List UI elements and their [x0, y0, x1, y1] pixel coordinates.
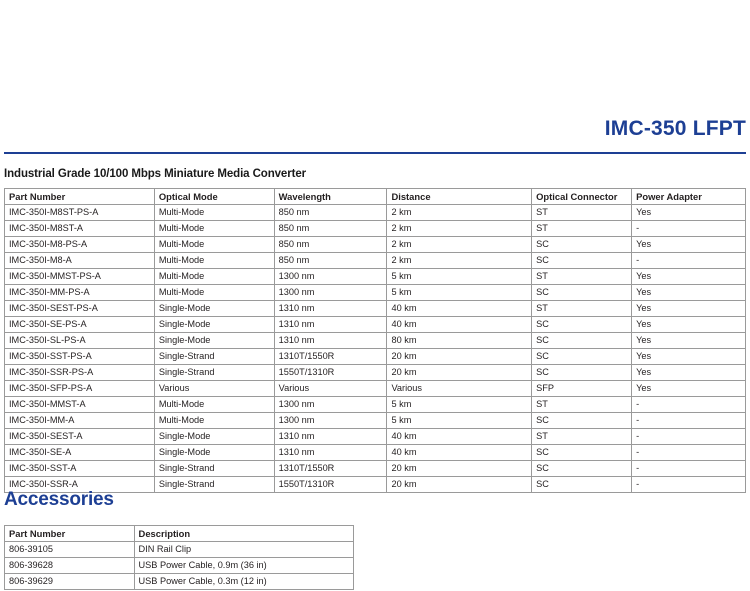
- table-header-row: [5, 189, 746, 205]
- cell-wavelength: 1310 nm: [274, 301, 387, 317]
- cell-power-adapter: Yes: [632, 333, 746, 349]
- cell-optical-connector: SC: [532, 413, 632, 429]
- cell-distance: 20 km: [387, 461, 532, 477]
- cell-wavelength: 1310T/1550R: [274, 349, 387, 365]
- cell-distance: 5 km: [387, 397, 532, 413]
- column-header: Description: [134, 526, 353, 542]
- cell-description: USB Power Cable, 0.9m (36 in): [134, 558, 353, 574]
- cell-optical-connector: SC: [532, 461, 632, 477]
- accessories-heading: Accessories: [4, 489, 114, 510]
- cell-optical-mode: Multi-Mode: [154, 221, 274, 237]
- cell-part-number: IMC-350I-SSR-A: [5, 477, 155, 493]
- cell-power-adapter: Yes: [632, 349, 746, 365]
- spec-section-heading: Industrial Grade 10/100 Mbps Miniature Media Converter: [4, 168, 306, 180]
- cell-part-number: IMC-350I-MMST-PS-A: [5, 269, 155, 285]
- table-row: [5, 317, 746, 333]
- table-row: [5, 413, 746, 429]
- cell-optical-mode: Single-Mode: [154, 429, 274, 445]
- cell-part-number: 806-39629: [5, 574, 135, 590]
- cell-power-adapter: Yes: [632, 365, 746, 381]
- cell-power-adapter: Yes: [632, 317, 746, 333]
- cell-part-number: IMC-350I-SE-A: [5, 445, 155, 461]
- column-header: Part Number: [5, 526, 135, 542]
- table-row: [5, 429, 746, 445]
- cell-optical-connector: ST: [532, 269, 632, 285]
- page-title: IMC-350 LFPT: [604, 117, 746, 140]
- cell-part-number: IMC-350I-SEST-PS-A: [5, 301, 155, 317]
- cell-part-number: 806-39628: [5, 558, 135, 574]
- cell-optical-connector: ST: [532, 301, 632, 317]
- cell-optical-mode: Multi-Mode: [154, 413, 274, 429]
- cell-optical-mode: Single-Mode: [154, 301, 274, 317]
- table-row: [5, 269, 746, 285]
- cell-wavelength: 1550T/1310R: [274, 477, 387, 493]
- cell-distance: 80 km: [387, 333, 532, 349]
- table-row: [5, 477, 746, 493]
- cell-wavelength: 850 nm: [274, 205, 387, 221]
- cell-wavelength: 1310 nm: [274, 445, 387, 461]
- table-row: [5, 253, 746, 269]
- column-header: Power Adapter: [632, 189, 746, 205]
- cell-power-adapter: -: [632, 221, 746, 237]
- cell-distance: 2 km: [387, 237, 532, 253]
- cell-optical-connector: SC: [532, 445, 632, 461]
- column-header: Wavelength: [274, 189, 387, 205]
- cell-optical-mode: Multi-Mode: [154, 205, 274, 221]
- cell-part-number: IMC-350I-SFP-PS-A: [5, 381, 155, 397]
- cell-power-adapter: Yes: [632, 237, 746, 253]
- cell-part-number: 806-39105: [5, 542, 135, 558]
- cell-optical-mode: Various: [154, 381, 274, 397]
- cell-optical-mode: Single-Mode: [154, 333, 274, 349]
- column-header: Part Number: [5, 189, 155, 205]
- table-row: [5, 381, 746, 397]
- cell-optical-mode: Single-Strand: [154, 461, 274, 477]
- column-header: Distance: [387, 189, 532, 205]
- table-row: [5, 221, 746, 237]
- cell-optical-connector: SC: [532, 253, 632, 269]
- cell-part-number: IMC-350I-SL-PS-A: [5, 333, 155, 349]
- cell-description: DIN Rail Clip: [134, 542, 353, 558]
- cell-distance: 40 km: [387, 301, 532, 317]
- cell-distance: 5 km: [387, 413, 532, 429]
- cell-wavelength: 1310 nm: [274, 333, 387, 349]
- cell-distance: 20 km: [387, 477, 532, 493]
- cell-wavelength: 1310T/1550R: [274, 461, 387, 477]
- cell-optical-mode: Single-Mode: [154, 445, 274, 461]
- cell-part-number: IMC-350I-MM-A: [5, 413, 155, 429]
- cell-optical-connector: ST: [532, 205, 632, 221]
- cell-distance: 5 km: [387, 269, 532, 285]
- table-row: [5, 237, 746, 253]
- cell-optical-mode: Single-Strand: [154, 477, 274, 493]
- cell-distance: Various: [387, 381, 532, 397]
- table-row: [5, 461, 746, 477]
- table-row: [5, 205, 746, 221]
- cell-optical-mode: Single-Strand: [154, 365, 274, 381]
- cell-optical-mode: Multi-Mode: [154, 269, 274, 285]
- header-divider: [4, 152, 746, 154]
- cell-power-adapter: -: [632, 253, 746, 269]
- cell-distance: 2 km: [387, 253, 532, 269]
- cell-optical-connector: ST: [532, 429, 632, 445]
- column-header: Optical Connector: [532, 189, 632, 205]
- cell-part-number: IMC-350I-M8ST-A: [5, 221, 155, 237]
- cell-wavelength: 1300 nm: [274, 397, 387, 413]
- cell-optical-connector: ST: [532, 221, 632, 237]
- cell-wavelength: 850 nm: [274, 253, 387, 269]
- cell-distance: 40 km: [387, 317, 532, 333]
- column-header: Optical Mode: [154, 189, 274, 205]
- cell-part-number: IMC-350I-MM-PS-A: [5, 285, 155, 301]
- cell-optical-connector: SC: [532, 317, 632, 333]
- cell-distance: 2 km: [387, 205, 532, 221]
- cell-power-adapter: Yes: [632, 269, 746, 285]
- cell-optical-connector: SC: [532, 333, 632, 349]
- cell-power-adapter: -: [632, 413, 746, 429]
- cell-power-adapter: Yes: [632, 205, 746, 221]
- table-header-row: [5, 526, 354, 542]
- cell-wavelength: 1310 nm: [274, 317, 387, 333]
- cell-optical-mode: Single-Strand: [154, 349, 274, 365]
- cell-optical-connector: SFP: [532, 381, 632, 397]
- cell-optical-mode: Multi-Mode: [154, 285, 274, 301]
- cell-distance: 20 km: [387, 365, 532, 381]
- cell-part-number: IMC-350I-SST-PS-A: [5, 349, 155, 365]
- cell-optical-connector: SC: [532, 349, 632, 365]
- cell-optical-connector: SC: [532, 285, 632, 301]
- specifications-table: [4, 188, 746, 493]
- cell-distance: 40 km: [387, 445, 532, 461]
- cell-part-number: IMC-350I-MMST-A: [5, 397, 155, 413]
- cell-optical-connector: SC: [532, 477, 632, 493]
- cell-part-number: IMC-350I-M8ST-PS-A: [5, 205, 155, 221]
- cell-power-adapter: -: [632, 477, 746, 493]
- table-row: [5, 285, 746, 301]
- table-row: [5, 333, 746, 349]
- cell-wavelength: 1550T/1310R: [274, 365, 387, 381]
- cell-optical-mode: Multi-Mode: [154, 237, 274, 253]
- table-row: [5, 349, 746, 365]
- cell-optical-connector: ST: [532, 397, 632, 413]
- table-row: [5, 542, 354, 558]
- table-row: [5, 397, 746, 413]
- cell-power-adapter: -: [632, 397, 746, 413]
- cell-power-adapter: -: [632, 445, 746, 461]
- cell-power-adapter: -: [632, 461, 746, 477]
- table-row: [5, 445, 746, 461]
- cell-part-number: IMC-350I-M8-A: [5, 253, 155, 269]
- cell-part-number: IMC-350I-SSR-PS-A: [5, 365, 155, 381]
- cell-distance: 2 km: [387, 221, 532, 237]
- cell-wavelength: 850 nm: [274, 221, 387, 237]
- cell-distance: 40 km: [387, 429, 532, 445]
- cell-wavelength: 1310 nm: [274, 429, 387, 445]
- cell-part-number: IMC-350I-M8-PS-A: [5, 237, 155, 253]
- cell-wavelength: 1300 nm: [274, 285, 387, 301]
- table-row: [5, 574, 354, 590]
- cell-optical-mode: Single-Mode: [154, 317, 274, 333]
- cell-wavelength: 1300 nm: [274, 413, 387, 429]
- cell-optical-mode: Multi-Mode: [154, 253, 274, 269]
- cell-part-number: IMC-350I-SST-A: [5, 461, 155, 477]
- table-row: [5, 365, 746, 381]
- cell-power-adapter: Yes: [632, 301, 746, 317]
- cell-part-number: IMC-350I-SE-PS-A: [5, 317, 155, 333]
- table-row: [5, 301, 746, 317]
- cell-power-adapter: -: [632, 429, 746, 445]
- cell-wavelength: Various: [274, 381, 387, 397]
- table-row: [5, 558, 354, 574]
- cell-power-adapter: Yes: [632, 381, 746, 397]
- cell-optical-connector: SC: [532, 237, 632, 253]
- cell-optical-mode: Multi-Mode: [154, 397, 274, 413]
- cell-wavelength: 1300 nm: [274, 269, 387, 285]
- accessories-table: [4, 525, 354, 590]
- cell-distance: 5 km: [387, 285, 532, 301]
- cell-description: USB Power Cable, 0.3m (12 in): [134, 574, 353, 590]
- cell-wavelength: 850 nm: [274, 237, 387, 253]
- cell-distance: 20 km: [387, 349, 532, 365]
- cell-optical-connector: SC: [532, 365, 632, 381]
- cell-part-number: IMC-350I-SEST-A: [5, 429, 155, 445]
- cell-power-adapter: Yes: [632, 285, 746, 301]
